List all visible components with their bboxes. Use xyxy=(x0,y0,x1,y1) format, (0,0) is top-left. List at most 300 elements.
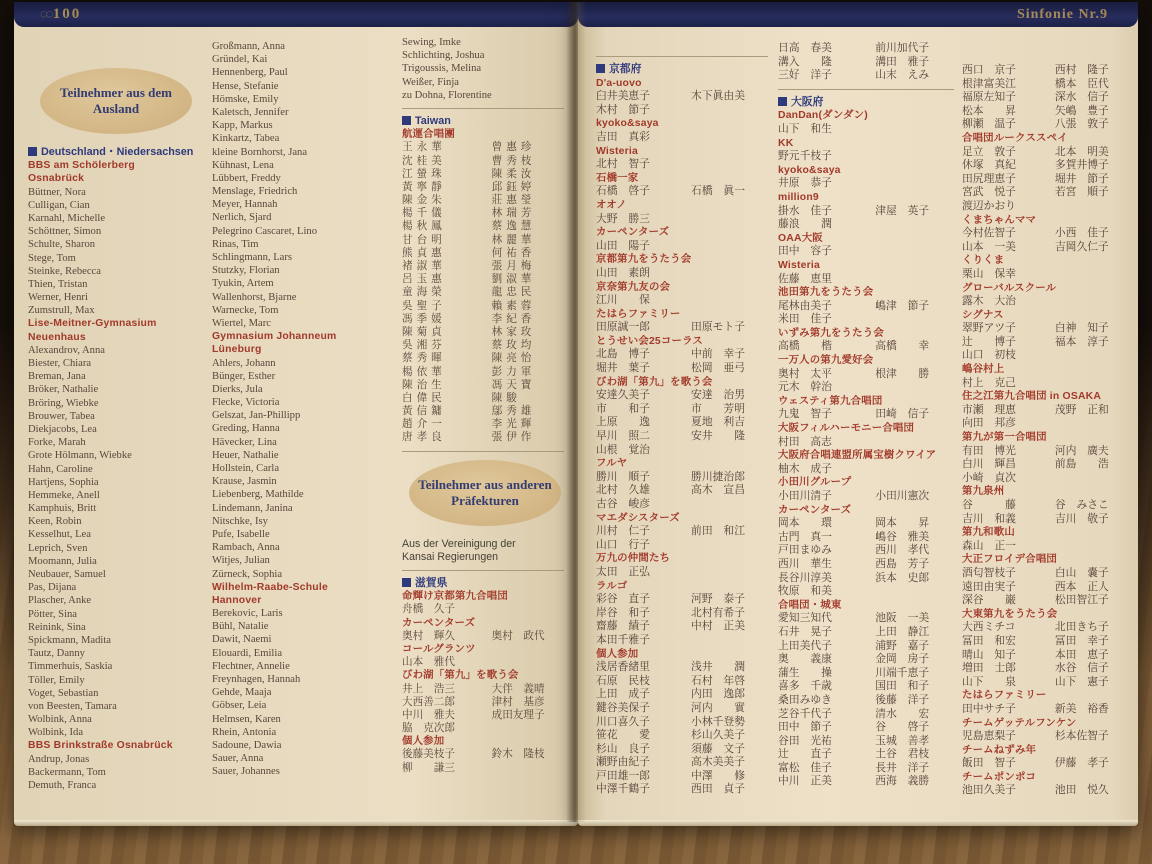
participant-name: Kühnast, Lena xyxy=(212,159,274,171)
participant-name: 甘台明 xyxy=(402,234,446,246)
participant-name: 小崎 貞次 xyxy=(962,471,1016,484)
participant-name: 高橋 楷 xyxy=(778,340,832,353)
participant-pair xyxy=(778,517,958,531)
participant-name: 森山 正一 xyxy=(962,539,1016,552)
participant-name: 北田きち子 xyxy=(1054,621,1109,634)
participant-pair xyxy=(778,544,958,558)
participant-name: 晴山 知子 xyxy=(962,648,1016,661)
participant-pair xyxy=(962,336,1134,350)
participant-pair xyxy=(596,661,772,675)
participant-name: 蔡玫均 xyxy=(491,340,536,352)
participant-pair xyxy=(402,286,568,299)
participant-pair xyxy=(596,321,772,335)
participant-pair xyxy=(962,757,1134,771)
participant-name: 上田 成子 xyxy=(596,688,650,701)
participant-name: Brouwer, Tabea xyxy=(28,410,95,422)
participant-name: 長谷川淳美 xyxy=(778,571,832,584)
participant-name: Witjes, Julian xyxy=(212,555,270,567)
participant-name: Pötter, Sina xyxy=(28,608,78,620)
participant-name: Großmann, Anna xyxy=(212,41,285,52)
group-name: 命輝け京都第九合唱団 xyxy=(402,591,508,603)
banner-title: Sinfonie Nr.9 xyxy=(1016,6,1108,22)
participant-name: Kaletsch, Jennifer xyxy=(212,106,289,118)
participant-name: 増田 士郎 xyxy=(962,662,1016,675)
participant-name: Werner, Henri xyxy=(28,292,88,304)
group-name: 京奈第九友の会 xyxy=(596,281,671,293)
group-name: Gymnasium Johanneum xyxy=(212,331,337,343)
column-taiwan-shiga xyxy=(402,36,568,775)
participant-name: 石橋 眞一 xyxy=(691,185,746,198)
participant-name: Meyer, Hannah xyxy=(212,199,278,211)
participant-name: Krause, Jasmin xyxy=(212,476,277,488)
participant-pair xyxy=(962,635,1134,649)
participant-name: 王永華 xyxy=(402,142,446,154)
participant-pair xyxy=(778,680,958,694)
participant-name: 村上 克己 xyxy=(962,376,1016,389)
participant-name: 佐藤 恵里 xyxy=(778,272,832,285)
participant-name: 劉淑華 xyxy=(491,274,536,286)
participant-pair xyxy=(962,567,1134,581)
participant-name: Bünger, Esther xyxy=(212,370,276,382)
participant-pair xyxy=(402,234,568,247)
participant-name: 西島 芳子 xyxy=(875,557,930,570)
participant-name: 田尻理恵子 xyxy=(962,172,1016,185)
group-name: Wisteria xyxy=(778,259,820,271)
participant-name: 蔡逸慧 xyxy=(491,221,536,233)
region-header xyxy=(596,63,772,77)
participant-name: 安達 治男 xyxy=(691,389,746,402)
divider xyxy=(778,83,958,96)
participant-name: 北島 博子 xyxy=(596,348,650,361)
participant-name: Hahn, Caroline xyxy=(28,463,93,475)
participant-pair xyxy=(962,458,1134,472)
participant-name: 賴素蓉 xyxy=(491,300,536,312)
participant-name: Töller, Emily xyxy=(28,674,85,686)
participant-name: 深水 信子 xyxy=(1054,91,1109,104)
participant-name: 村田 高志 xyxy=(778,435,832,448)
participant-name: 大伴 義晴 xyxy=(491,683,545,695)
participant-name: Grote Hölmann, Wiebke xyxy=(28,450,132,462)
group-name: 池田第九をうたう会 xyxy=(778,287,874,299)
participant-pair xyxy=(778,735,958,749)
group-name: ウェスティ第九合唱団 xyxy=(778,395,883,407)
participant-name: 木下眞由美 xyxy=(691,90,746,103)
participant-name: 本田千雅子 xyxy=(596,633,650,646)
participant-name: Kamphuis, Britt xyxy=(28,503,97,515)
participant-name: 渡辺かおり xyxy=(962,199,1016,212)
participant-name: 須藤 文子 xyxy=(691,742,746,755)
participant-name: 邱鈺婷 xyxy=(491,181,536,193)
participant-name: 堀井 節子 xyxy=(1054,172,1109,185)
participant-pair xyxy=(962,730,1134,744)
group-name: マエダシスターズ xyxy=(596,512,680,524)
participant-name: Keen, Robin xyxy=(28,516,82,528)
participant-name: 林瑞芳 xyxy=(491,208,536,220)
participant-name: 谷田 光祐 xyxy=(778,734,832,747)
participant-name: 山下 泉 xyxy=(962,675,1016,688)
participant-name: 元木 幹治 xyxy=(778,381,832,394)
participant-pair xyxy=(778,640,958,654)
participant-name: 愛知三知代 xyxy=(778,612,832,625)
participant-name: Wolbink, Ida xyxy=(28,727,84,739)
participant-pair xyxy=(778,762,958,776)
group-name: D'a-uovo xyxy=(596,77,642,89)
participant-name: 前川加代子 xyxy=(875,42,930,54)
participant-name: 露木 大治 xyxy=(962,295,1016,308)
participant-pair xyxy=(402,339,568,352)
participant-name: 李紀香 xyxy=(491,313,536,325)
participant-name: 馮天寶 xyxy=(491,379,536,391)
participant-name: 三好 洋子 xyxy=(778,69,832,82)
participant-pair xyxy=(778,531,958,545)
group-name: とうせい会25コーラス xyxy=(596,335,703,347)
participant-pair xyxy=(402,405,568,418)
participant-name: 水谷 信子 xyxy=(1054,662,1109,675)
participant-name: 清水 宏 xyxy=(875,707,930,720)
participant-name: Forke, Marah xyxy=(28,437,86,449)
participant-name: Rhein, Antonia xyxy=(212,726,277,738)
participant-pair xyxy=(402,260,568,273)
participant-name: 鈴木 隆枝 xyxy=(491,749,545,761)
participant-name: 池阪 一美 xyxy=(875,612,930,625)
participant-name: 浜本 史郎 xyxy=(875,571,930,584)
participant-pair xyxy=(596,716,772,730)
participant-pair xyxy=(778,694,958,708)
right-page xyxy=(578,2,1138,820)
participant-name: Stege, Tom xyxy=(28,252,76,264)
group-name: DanDan(ダンダン) xyxy=(778,110,868,122)
participant-name: 翠野アツ子 xyxy=(962,322,1016,335)
participant-name: 西本 正人 xyxy=(1054,580,1109,593)
participant-name: 根津 勝 xyxy=(875,367,930,380)
participant-name: 中前 幸子 xyxy=(691,348,746,361)
group-name: カーペンターズ xyxy=(596,227,670,239)
group-name: コールグランツ xyxy=(402,643,476,655)
participant-name: 茂野 正和 xyxy=(1054,403,1109,416)
participant-name: 飯田 智子 xyxy=(962,757,1016,770)
participant-name: 田原モト子 xyxy=(691,321,746,334)
participant-name: 浅居香緒里 xyxy=(596,661,650,674)
participant-name: 山下 憲子 xyxy=(1054,675,1109,688)
participant-name: Demuth, Franca xyxy=(28,780,97,791)
participant-name: 日高 春美 xyxy=(778,42,832,54)
participant-name: 成田友理子 xyxy=(491,709,545,721)
participant-name: 白神 知子 xyxy=(1054,322,1109,335)
group-name: 合唱団・城東 xyxy=(778,599,842,611)
participant-name: Lübbert, Freddy xyxy=(212,172,281,184)
participant-name: 嶋谷 雅美 xyxy=(875,530,930,543)
participant-name: 西川 華生 xyxy=(778,557,832,570)
participant-name: Gründel, Kai xyxy=(212,54,268,66)
group-name: Wisteria xyxy=(596,145,638,157)
participant-name: 舟橋 久子 xyxy=(402,604,455,616)
participant-name: 津村 基彦 xyxy=(491,696,545,708)
participant-name: 蒲生 操 xyxy=(778,666,832,679)
participant-pair xyxy=(962,227,1134,241)
group-name: くまちゃんママ xyxy=(962,214,1037,226)
participant-name: Zürneck, Sophia xyxy=(212,568,283,580)
participant-name: 米田 佳子 xyxy=(778,313,832,326)
participant-name: 溝田 雅子 xyxy=(875,55,930,68)
participant-pair xyxy=(402,313,568,326)
participant-name: Hollstein, Carla xyxy=(212,463,280,474)
participant-name: 大西ミチコ xyxy=(962,621,1016,634)
participant-pair xyxy=(962,91,1134,105)
participant-pair xyxy=(962,241,1134,255)
participant-name: Nitschke, Isy xyxy=(212,515,268,527)
participant-pair xyxy=(778,748,958,762)
group-name: Lüneburg xyxy=(212,344,262,356)
participant-pair xyxy=(402,418,568,431)
participant-name: 李光輝 xyxy=(491,419,536,431)
participant-name: 臼井美恵子 xyxy=(596,90,650,103)
participant-pair xyxy=(596,362,772,376)
participant-name: 北村有希子 xyxy=(691,606,746,619)
participant-name: 馮季媛 xyxy=(402,313,446,325)
participant-name: 九鬼 智子 xyxy=(778,408,832,421)
participant-pair xyxy=(962,581,1134,595)
participant-name: 中村 正美 xyxy=(691,620,746,633)
participant-name: Andrup, Jonas xyxy=(28,753,90,765)
participant-pair xyxy=(962,186,1134,200)
participant-name: Hömske, Emily xyxy=(212,93,279,105)
participant-name: Sauer, Anna xyxy=(212,753,264,765)
participant-pair xyxy=(778,572,958,586)
participant-name: Flechtner, Annelie xyxy=(212,660,290,672)
participant-name: 陳駿 xyxy=(491,392,521,404)
participant-name: 山末 えみ xyxy=(875,69,930,82)
participant-name: von Beesten, Tamara xyxy=(28,700,117,712)
participant-name: 早川 照二 xyxy=(596,430,650,443)
participant-pair xyxy=(778,300,958,314)
participant-name: 岸谷 和子 xyxy=(596,606,650,619)
participant-name: 柳 謙三 xyxy=(402,762,455,774)
region-header xyxy=(28,146,204,159)
participant-name: Hartjens, Sophia xyxy=(28,476,99,488)
group-name: 小田川グループ xyxy=(778,477,852,489)
participant-pair xyxy=(402,181,568,194)
participant-name: 何祐香 xyxy=(491,247,536,259)
participant-pair xyxy=(596,90,772,104)
participant-pair xyxy=(596,607,772,621)
participant-pair xyxy=(402,696,568,709)
participant-name: 休塚 真紀 xyxy=(962,159,1016,172)
participant-pair xyxy=(402,352,568,365)
group-name: 大阪府合唱連盟所属宝樹クワイア xyxy=(778,450,937,462)
participant-name: 池田 悦久 xyxy=(1054,784,1109,797)
participant-name: Backermann, Tom xyxy=(28,766,106,778)
participant-name: 藤浪 潤 xyxy=(778,218,832,231)
participant-name: 陳治生 xyxy=(402,379,446,391)
participant-name: Berekovic, Laris xyxy=(212,608,283,620)
participant-name: 金岡 房子 xyxy=(875,653,930,666)
divider xyxy=(402,564,568,577)
group-name: 個人参加 xyxy=(596,648,639,660)
participant-pair xyxy=(962,784,1134,798)
participant-name: 辻 直子 xyxy=(778,748,832,761)
participant-name: 鄔秀雄 xyxy=(491,406,536,418)
participant-name: 冨田 幸子 xyxy=(1054,634,1109,647)
group-name: たはらファミリー xyxy=(596,308,681,320)
section-badge: Teilnehmer aus dem Ausland xyxy=(40,68,192,134)
participant-name: Kesselhut, Lea xyxy=(28,529,91,541)
participant-name: 脇 克次郎 xyxy=(402,723,455,735)
participant-name: Schulte, Sharon xyxy=(28,239,96,251)
participant-pair xyxy=(778,626,958,640)
participant-name: 大西善二郎 xyxy=(402,696,455,708)
participant-pair xyxy=(596,416,772,430)
participant-name: Hävecker, Lina xyxy=(212,436,277,448)
participant-name: 八張 敦子 xyxy=(1054,118,1109,131)
participant-name: 福原左知子 xyxy=(962,91,1016,104)
participant-name: Sewing, Imke xyxy=(402,37,461,48)
region-header xyxy=(402,115,568,128)
participant-name: 今村佐智子 xyxy=(962,227,1016,240)
group-name: 航運合唱團 xyxy=(402,129,455,141)
participant-name: Hennenberg, Paul xyxy=(212,67,288,79)
banner-logo: ◌◌ 100 xyxy=(14,6,81,23)
participant-name: 黃寧靜 xyxy=(402,181,446,193)
participant-pair xyxy=(596,688,772,702)
section-badge: Teilnehmer aus anderen Präfekturen xyxy=(409,460,561,526)
participant-name: Pelegrino Cascaret, Lino xyxy=(212,225,318,237)
participant-name: 津屋 英子 xyxy=(875,204,930,217)
participant-name: Greding, Hanna xyxy=(212,423,280,435)
participant-name: Alexandrov, Anna xyxy=(28,344,105,356)
participant-pair xyxy=(778,721,958,735)
participant-name: 奥村 輝久 xyxy=(402,630,455,642)
group-name: 第九和歌山 xyxy=(962,527,1015,539)
participant-pair xyxy=(596,743,772,757)
group-name: チームねずみ年 xyxy=(962,744,1037,756)
participant-name: 矢嶋 豊子 xyxy=(1054,104,1109,117)
participant-pair xyxy=(778,368,958,382)
participant-name: 杉山久美子 xyxy=(691,729,746,742)
participant-name: Trigoussis, Melina xyxy=(402,63,482,75)
participant-name: 陳柔汝 xyxy=(491,168,536,180)
participant-name: Voget, Sebastian xyxy=(28,687,99,699)
participant-name: 江川 保 xyxy=(596,294,650,307)
participant-name: 吉川 和義 xyxy=(962,512,1016,525)
group-name: たはらファミリー xyxy=(962,690,1047,702)
group-name: Lise-Meitner-Gymnasium xyxy=(28,318,157,330)
participant-name: 多賀井博子 xyxy=(1054,159,1109,172)
participant-name: 高木 宣昌 xyxy=(691,484,746,497)
participant-pair xyxy=(402,326,568,339)
group-name: OAA大阪 xyxy=(778,232,823,244)
participant-name: 小田川清子 xyxy=(778,490,832,502)
column-kyoto xyxy=(596,50,772,797)
participant-pair xyxy=(962,404,1134,418)
participant-name: Timmerhuis, Saskia xyxy=(28,661,113,673)
participant-name: 西村 隆子 xyxy=(1054,64,1109,76)
participant-pair xyxy=(778,69,958,83)
participant-name: 齋藤 績子 xyxy=(596,620,650,633)
participant-name: 市瀬 理恵 xyxy=(962,403,1016,416)
participant-name: 野元千枝子 xyxy=(778,150,832,163)
participant-name: 桑田みゆき xyxy=(778,693,832,706)
participant-pair xyxy=(962,78,1134,92)
participant-name: 栗山 保幸 xyxy=(962,267,1016,280)
participant-name: 陳菊貞 xyxy=(402,326,446,338)
participant-name: 尾林由美子 xyxy=(778,299,832,312)
group-name: いずみ第九をうたう会 xyxy=(778,327,884,339)
participant-name: Wolbink, Anna xyxy=(28,714,92,726)
participant-name: 白山 嚢子 xyxy=(1054,566,1109,579)
group-name: びわ湖「第九」を歌う会 xyxy=(596,376,713,388)
participant-name: 松岡 亜弓 xyxy=(691,362,746,375)
square-bullet-icon xyxy=(596,64,605,73)
region-header xyxy=(402,577,568,590)
participant-name: 龍忠民 xyxy=(491,287,536,299)
participant-name: Bröring, Wiebke xyxy=(28,397,99,409)
participant-name: 田原誠一郎 xyxy=(596,321,650,334)
participant-pair xyxy=(962,173,1134,187)
participant-name: Thien, Tristan xyxy=(28,278,88,290)
participant-pair xyxy=(962,703,1134,717)
participant-name: 褚淑華 xyxy=(402,261,446,272)
participant-name: 中川 雅夫 xyxy=(402,709,455,721)
participant-name: 山根 覚治 xyxy=(596,443,650,456)
participant-name: Neubauer, Samuel xyxy=(28,569,106,580)
group-name: 第九が第一合唱団 xyxy=(962,432,1047,444)
participant-name: 橋本 臣代 xyxy=(1054,77,1109,90)
participant-name: Kapp, Markus xyxy=(212,120,273,132)
participant-name: 北村 久雄 xyxy=(596,484,650,497)
group-name: BBS am Schölerberg xyxy=(28,160,135,172)
group-name: びわ湖「第九」を歌う会 xyxy=(402,670,519,682)
participant-pair xyxy=(402,630,568,643)
group-name: チームポンポコ xyxy=(962,771,1037,783)
participant-name: 奥村 太平 xyxy=(778,367,832,380)
participant-name: 国田 和子 xyxy=(875,680,930,693)
participant-name: 杉山 良子 xyxy=(596,742,650,755)
participant-pair xyxy=(962,662,1134,676)
participant-pair xyxy=(778,340,958,354)
participant-name: 山本 一美 xyxy=(962,240,1016,253)
participant-pair xyxy=(596,675,772,689)
participant-name: 中澤 修 xyxy=(691,769,746,782)
participant-name: 児島恵梨子 xyxy=(962,730,1016,743)
participant-name: 溝入 隆 xyxy=(778,55,832,68)
participant-name: 小田川憲次 xyxy=(875,490,930,502)
participant-name: Gelszat, Jan-Phillipp xyxy=(212,410,301,422)
participant-pair xyxy=(962,146,1134,160)
column-ausland-1 xyxy=(28,66,204,792)
participant-name: 上田美代子 xyxy=(778,639,832,652)
participant-name: 山本 雅代 xyxy=(402,657,455,669)
participant-pair xyxy=(778,56,958,70)
participant-pair xyxy=(596,729,772,743)
participant-name: 太田 正弘 xyxy=(596,565,650,578)
participant-name: Zumstrull, Max xyxy=(28,305,95,317)
participant-name: 瀬野由紀子 xyxy=(596,756,650,769)
participant-name: 木村 節子 xyxy=(596,103,650,116)
participant-name: 石村 年啓 xyxy=(691,674,746,687)
participant-pair xyxy=(596,525,772,539)
group-name: KK xyxy=(778,137,794,149)
participant-name: Reinink, Sina xyxy=(28,621,86,633)
participant-name: 宮武 悦子 xyxy=(962,186,1016,199)
participant-name: 吉岡久仁子 xyxy=(1054,240,1109,253)
participant-name: 戸田雄一郎 xyxy=(596,769,650,782)
participant-name: Sadoune, Dawia xyxy=(212,739,282,751)
participant-name: Göbser, Leia xyxy=(212,700,267,712)
group-name: カーペンターズ xyxy=(402,617,476,629)
participant-name: 若宮 順子 xyxy=(1054,186,1109,199)
participant-name: 石橋 啓子 xyxy=(596,185,650,198)
participant-pair xyxy=(402,748,568,761)
